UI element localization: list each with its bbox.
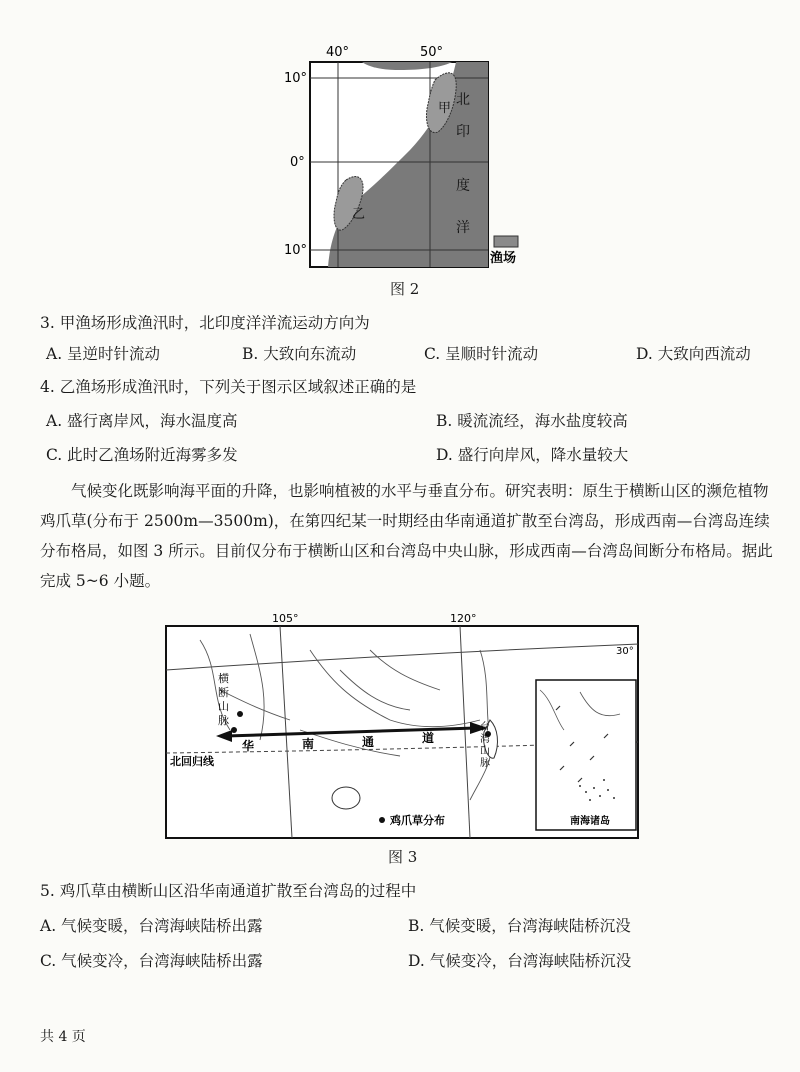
q5-option-c[interactable]: C. 气候变冷，台湾海峡陆桥出露 bbox=[40, 952, 263, 970]
q3-option-b[interactable]: B. 大致向东流动 bbox=[242, 345, 357, 363]
lat-label-0: 0° bbox=[290, 155, 305, 170]
q5-stem: 5. 鸡爪草由横断山区沿华南通道扩散至台湾岛的过程中 bbox=[40, 882, 417, 900]
figure-3-caption: 图 3 bbox=[388, 848, 418, 866]
legend-label: 渔场 bbox=[490, 251, 517, 266]
huanan-char-2: 南 bbox=[302, 737, 315, 751]
taiwan-char-4: 脉 bbox=[480, 758, 490, 769]
taiwan-char-2: 湾 bbox=[480, 734, 490, 745]
ocean-char-1: 北 bbox=[456, 92, 470, 108]
q3-stem: 3. 甲渔场形成渔汛时，北印度洋洋流运动方向为 bbox=[40, 314, 370, 332]
hengduan-char-1: 横 bbox=[218, 672, 229, 685]
q5-option-b[interactable]: B. 气候变暖，台湾海峡陆桥沉没 bbox=[408, 917, 631, 935]
q3-option-d[interactable]: D. 大致向西流动 bbox=[636, 345, 751, 363]
distribution-dot bbox=[237, 711, 243, 717]
ocean-char-4: 洋 bbox=[456, 220, 470, 236]
page-count-footer: 共 4 页 bbox=[40, 1029, 86, 1045]
hengduan-char-4: 脉 bbox=[218, 714, 229, 727]
huanan-char-1: 华 bbox=[242, 739, 255, 753]
lon-label-105: 105° bbox=[272, 612, 299, 625]
q5-option-d[interactable]: D. 气候变冷，台湾海峡陆桥沉没 bbox=[408, 952, 632, 970]
distribution-dot bbox=[231, 727, 237, 733]
q4-option-b[interactable]: B. 暖流流经，海水盐度较高 bbox=[436, 412, 628, 430]
legend-label: 鸡爪草分布 bbox=[390, 814, 445, 827]
lat-label-10n: 10° bbox=[284, 71, 308, 86]
ocean-char-3: 度 bbox=[456, 178, 470, 194]
yi-label: 乙 bbox=[352, 207, 366, 222]
figure-2-map bbox=[280, 40, 540, 280]
hengduan-char-2: 断 bbox=[218, 686, 229, 699]
figure-3-map bbox=[160, 610, 650, 842]
huanan-char-4: 道 bbox=[422, 731, 435, 745]
q4-option-c[interactable]: C. 此时乙渔场附近海雾多发 bbox=[46, 446, 238, 464]
lon-label-50: 50° bbox=[420, 45, 444, 60]
tropic-label: 北回归线 bbox=[170, 755, 214, 768]
q4-option-d[interactable]: D. 盛行向岸风，降水量较大 bbox=[436, 446, 629, 464]
q3-option-c[interactable]: C. 呈顺时针流动 bbox=[424, 345, 539, 363]
inset-frame bbox=[536, 680, 636, 830]
huanan-char-3: 通 bbox=[362, 735, 375, 749]
legend-dot bbox=[379, 817, 385, 823]
legend-swatch bbox=[494, 236, 518, 247]
q5-option-a[interactable]: A. 气候变暖，台湾海峡陆桥出露 bbox=[40, 917, 263, 935]
lat-label-10s: 10° bbox=[284, 243, 308, 258]
lat-label-30: 30° bbox=[616, 646, 634, 657]
inset-label: 南海诸岛 bbox=[570, 816, 610, 827]
q4-stem: 4. 乙渔场形成渔汛时，下列关于图示区域叙述正确的是 bbox=[40, 378, 417, 396]
q3-option-a[interactable]: A. 呈逆时针流动 bbox=[46, 345, 161, 363]
figure-2-caption: 图 2 bbox=[390, 280, 420, 298]
passage-text: 气候变化既影响海平面的升降，也影响植被的水平与垂直分布。研究表明：原生于横断山区的濒危植物鸡爪草(分布于 2500m—3500m)，在第四纪某一时期经由华南通道扩散至台湾岛，形成西南—台湾岛连续分布格局，如图 3 所示。目前仅分布于横断山区和台湾岛中央山脉，形成西南—台湾岛间断分布格局。据此完成 5~6 小题。 bbox=[40, 482, 773, 590]
lon-label-40: 40° bbox=[326, 45, 350, 60]
hainan-island bbox=[332, 787, 360, 809]
taiwan-char-1: 台 bbox=[480, 722, 490, 733]
jia-label: 甲 bbox=[438, 101, 452, 116]
ocean-char-2: 印 bbox=[456, 124, 470, 140]
lon-label-120: 120° bbox=[450, 612, 477, 625]
q4-option-a[interactable]: A. 盛行离岸风，海水温度高 bbox=[46, 412, 238, 430]
taiwan-char-3: 山 bbox=[480, 746, 490, 757]
hengduan-char-3: 山 bbox=[218, 700, 229, 713]
